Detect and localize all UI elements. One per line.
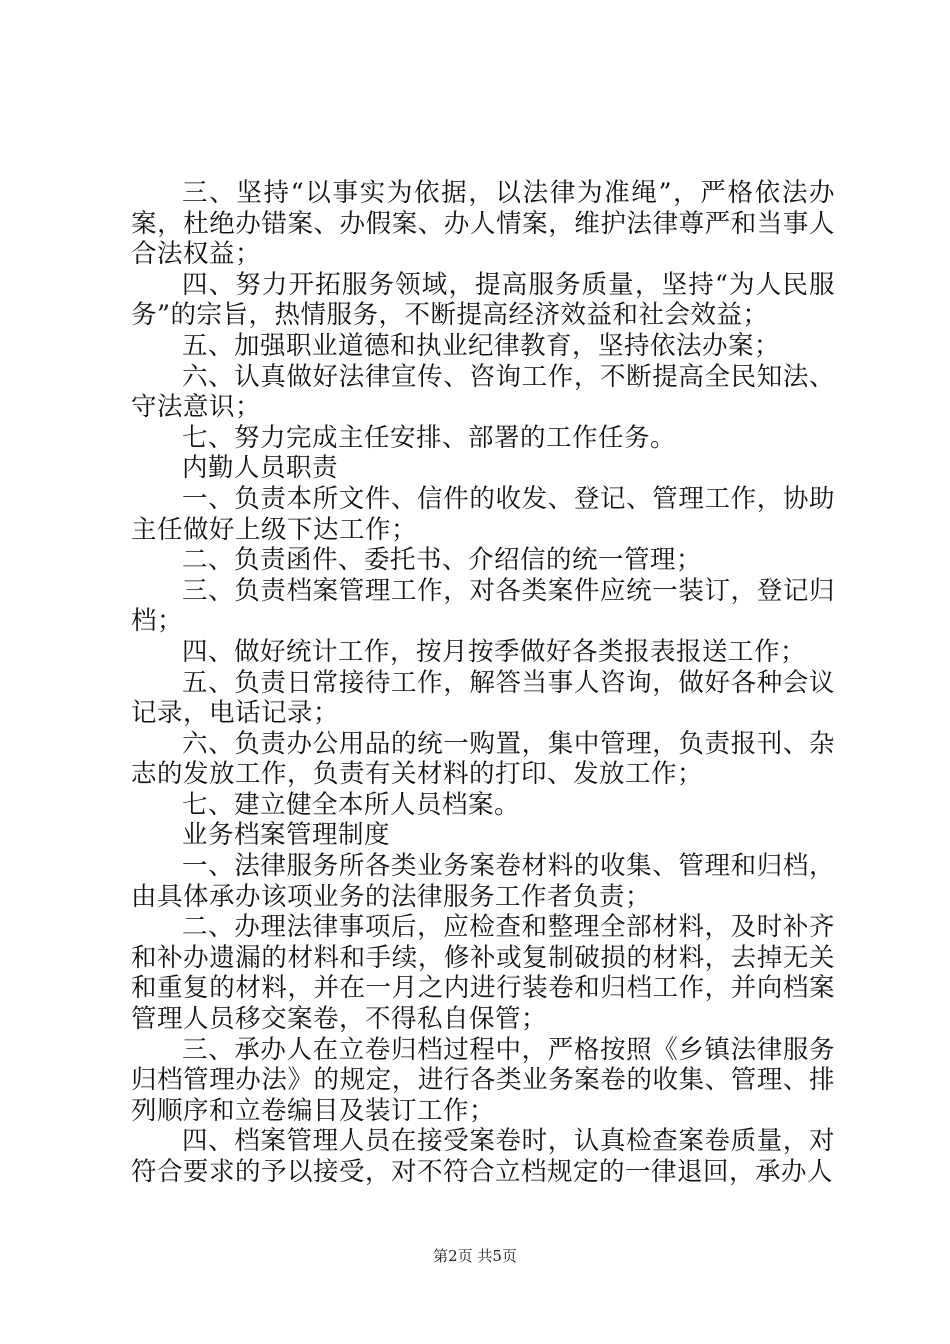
paragraph: 七、建立健全本所人员档案。 [182, 789, 521, 820]
paragraph: 二、办理法律事项后，应检查和整理全部材料，及时补齐和补办遗漏的材料和手续，修补或复制破损的材料，去掉无关和重复的材料，并在一月之内进行装卷和归档工作，并向档案管理人员移交案卷，不得私自保管； [131, 912, 835, 1035]
paragraph: 五、加强职业道德和执业纪律教育，坚持依法办案； [182, 330, 781, 361]
paragraph: 六、负责办公用品的统一购置，集中管理，负责报刊、杂志的发放工作，负责有关材料的打印、发放工作； [131, 728, 835, 790]
section-heading: 内勤人员职责 [182, 453, 339, 484]
paragraph: 五、负责日常接待工作，解答当事人咨询，做好各种会议记录，电话记录； [131, 667, 835, 729]
paragraph: 四、档案管理人员在接受案卷时，认真检查案卷质量，对符合要求的予以接受，对不符合立档规定的一律退回，承办人 [131, 1126, 835, 1187]
page-footer: 第2页 共5页 [433, 1247, 517, 1265]
paragraph: 四、努力开拓服务领域，提高服务质量，坚持“为人民服务”的宗旨，热情服务，不断提高经济效益和社会效益； [131, 269, 835, 331]
section-heading: 业务档案管理制度 [182, 820, 391, 851]
document-body [131, 178, 835, 1188]
paragraph: 二、负责函件、委托书、介绍信的统一管理； [182, 545, 703, 576]
paragraph: 七、努力完成主任安排、部署的工作任务。 [182, 422, 677, 453]
paragraph: 六、认真做好法律宣传、咨询工作，不断提高全民知法、守法意识； [131, 361, 835, 423]
paragraph: 一、法律服务所各类业务案卷材料的收集、管理和归档，由具体承办该项业务的法律服务工作者负责； [131, 851, 835, 912]
paragraph: 三、承办人在立卷归档过程中，严格按照《乡镇法律服务归档管理办法》的规定，进行各类业务案卷的收集、管理、排列顺序和立卷编目及装订工作； [131, 1034, 835, 1126]
paragraph: 三、坚持“以事实为依据，以法律为准绳”，严格依法办案，杜绝办错案、办假案、办人情案，维护法律尊严和当事人合法权益； [131, 178, 835, 270]
paragraph: 四、做好统计工作，按月按季做好各类报表报送工作； [182, 636, 807, 667]
paragraph: 三、负责档案管理工作，对各类案件应统一装订，登记归档； [131, 575, 835, 637]
paragraph: 一、负责本所文件、信件的收发、登记、管理工作，协助主任做好上级下达工作； [131, 483, 835, 545]
